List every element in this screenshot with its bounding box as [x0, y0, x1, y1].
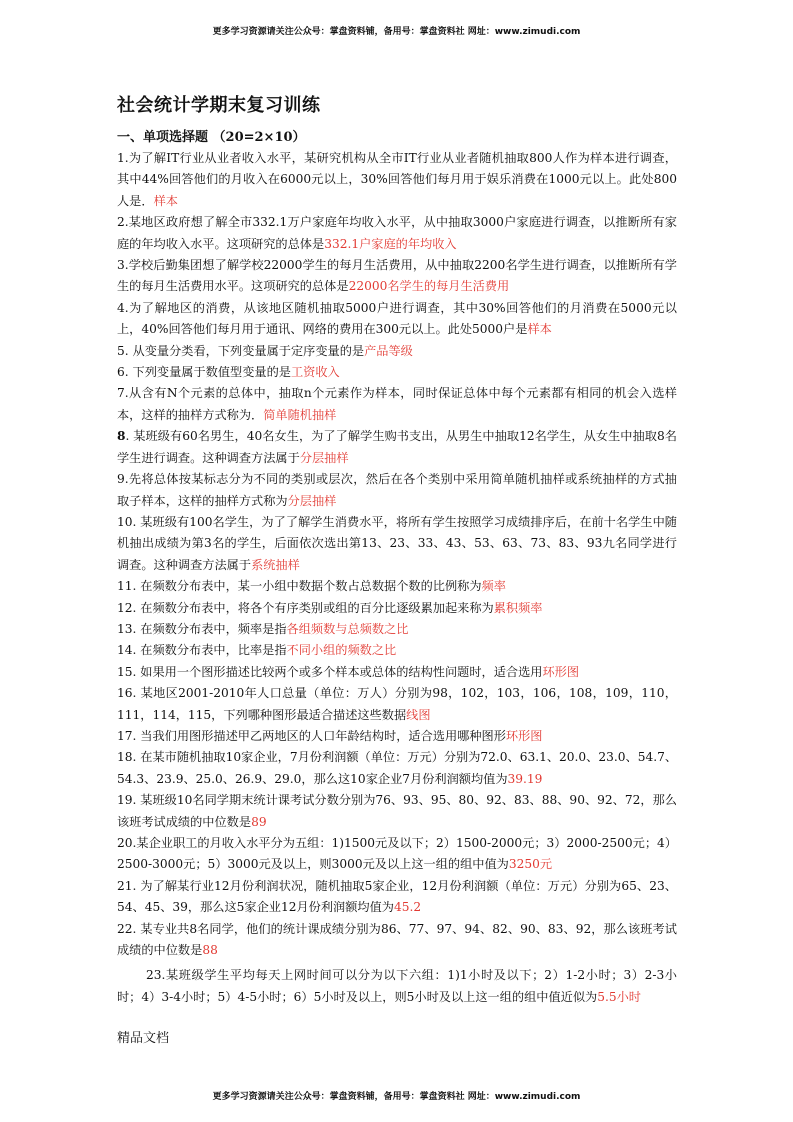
question-text: 17. 当我们用图形描述甲乙两地区的人口年龄结构时，适合选用哪种图形	[117, 728, 506, 743]
footer-note: 精品文档	[117, 1031, 170, 1046]
question-item	[117, 512, 677, 576]
question-text: 13. 在频数分布表中，频率是指	[117, 621, 287, 636]
answer-text: 5.5小时	[597, 989, 641, 1004]
answer-text: 工资收入	[290, 365, 340, 380]
question-item	[117, 662, 677, 683]
question-item	[117, 683, 677, 726]
answer-text: 22000名学生的每月生活费用	[348, 279, 510, 294]
answer-text: 简单随机抽样	[263, 407, 337, 422]
question-item	[117, 747, 677, 790]
question-item	[117, 598, 677, 619]
question-item	[117, 341, 677, 362]
answer-text: 分层抽样	[299, 450, 349, 465]
question-item	[117, 255, 677, 298]
question-text: 9.先将总体按某标志分为不同的类别或层次，然后在各个类别中采用简单随机抽样或系统抽样的方式抽取子样本，这样的抽样方式称为	[117, 472, 677, 508]
footer-banner: 更多学习资源请关注公众号：掌盘资料铺，备用号：掌盘资料社 网址：www.zimudi.com	[212, 1092, 581, 1102]
question-text: 18. 在某市随机抽取10家企业，7月份利润额（单位：万元）分别为72.0、63.1、20.0、23.0、54.7、54.3、23.9、25.0、26.9、29.0，那么这10家企业7月份利润额均值为	[117, 750, 678, 786]
question-text: 7.从含有N个元素的总体中，抽取n个元素作为样本，同时保证总体中每个元素都有相同的机会入选样本，这样的抽样方式称为．	[117, 386, 677, 422]
question-item	[117, 362, 677, 383]
question-item	[117, 965, 677, 1008]
question-list	[117, 148, 677, 1008]
answer-text: 39.19	[507, 771, 543, 786]
question-text: 10. 某班级有100名学生，为了了解学生消费水平，将所有学生按照学习成绩排序后，在前十名学生中随机抽出成绩为第3名的学生，后面依次选出第13、23、33、43、53、63、73、83、93九名同学进行调查。这种调查方法属于	[117, 514, 677, 572]
question-item	[117, 212, 677, 255]
page-title: 社会统计学期末复习训练	[117, 95, 321, 116]
question-item	[117, 619, 677, 640]
question-number: 8	[117, 429, 126, 444]
answer-text: 线图	[406, 707, 431, 722]
question-text: 5. 从变量分类看，下列变量属于定序变量的是	[117, 343, 365, 358]
question-item	[117, 148, 677, 212]
answer-text: 样本	[153, 193, 178, 208]
question-text: 23.某班级学生平均每天上网时间可以分为以下六组：1)1小时及以下；2）1-2小时；3）2-3小时；4）3-4小时；5）4-5小时；6）5小时及以上，则5小时及以上这一组的组中值近似为	[117, 968, 677, 1004]
answer-text: 样本	[527, 322, 552, 337]
question-item	[117, 298, 677, 341]
answer-text: 332.1户家庭的年均收入	[324, 236, 457, 251]
question-text: 21. 为了解某行业12月份利润状况，随机抽取5家企业，12月份利润额（单位：万元）分别为65、23、54、45、39，那么这5家企业12月份利润额均值为	[117, 878, 677, 915]
answer-text: 分层抽样	[287, 493, 337, 508]
question-text: 16. 某地区2001-2010年人口总量（单位：万人）分别为98，102，103，106，108，109，110，111，114，115，下列哪种图形最适合描述这些数据	[117, 686, 677, 722]
question-text: 2.某地区政府想了解全市332.1万户家庭年均收入水平，从中抽取3000户家庭进行调查，以推断所有家庭的年均收入水平。这项研究的总体是	[117, 215, 677, 251]
answer-text: 频率	[481, 579, 506, 594]
answer-text: 88	[202, 943, 218, 958]
question-text: 15. 如果用一个图形描述比较两个或多个样本或总体的结构性问题时，适合选用	[117, 664, 543, 679]
answer-text: 89	[251, 814, 267, 829]
question-item	[117, 919, 677, 962]
answer-text: 系统抽样	[251, 557, 300, 572]
question-item	[117, 426, 677, 469]
answer-text: 产品等级	[364, 343, 413, 358]
question-item	[117, 383, 677, 426]
answer-text: 各组频数与总频数之比	[286, 621, 409, 636]
answer-text: 3250元	[508, 857, 553, 872]
question-text: 14. 在频数分布表中，比率是指	[117, 643, 287, 658]
question-item	[117, 726, 677, 747]
question-item	[117, 576, 677, 597]
answer-text: 45.2	[393, 900, 422, 915]
question-text: 20.某企业职工的月收入水平分为五组：1)1500元及以下；2）1500-2000元；3）2000-2500元；4）2500-3000元；5）3000元及以上，则3000元及以上这一组的组中值为	[117, 836, 677, 872]
question-item	[117, 876, 677, 919]
question-item	[117, 833, 677, 876]
question-text: 1.为了解IT行业从业者收入水平，某研究机构从全市IT行业从业者随机抽取800人作为样本进行调查，其中44%回答他们的月收入在6000元以上，30%回答他们每月用于娱乐消费在1000元以上。此处800人是．	[117, 151, 677, 208]
answer-text: 累积频率	[493, 600, 543, 615]
question-text: 3.学校后勤集团想了解学校22000学生的每月生活费用，从中抽取2200名学生进行调查，以推断所有学生的每月生活费用水平。这项研究的总体是	[117, 258, 677, 294]
question-text: . 某班级有60名男生，40名女生，为了了解学生购书支出，从男生中抽取12名学生，从女生中抽取8名学生进行调查。这种调查方法属于	[117, 429, 677, 465]
answer-text: 不同小组的频数之比	[286, 643, 397, 658]
question-text: 4.为了解地区的消费，从该地区随机抽取5000户进行调查，其中30%回答他们的月消费在5000元以上，40%回答他们每月用于通讯、网络的费用在300元以上。此处5000户是	[117, 300, 677, 337]
question-text: 22. 某专业共8名同学，他们的统计课成绩分别为86、77、97、94、82、90、83、92，那么该班考试成绩的中位数是	[117, 921, 677, 958]
question-text: 12. 在频数分布表中，将各个有序类别或组的百分比逐级累加起来称为	[117, 600, 494, 615]
header-banner: 更多学习资源请关注公众号：掌盘资料铺，备用号：掌盘资料社 网址：www.zimudi.com	[212, 27, 581, 37]
question-text: 11. 在频数分布表中，某一小组中数据个数占总数据个数的比例称为	[117, 579, 482, 594]
question-text: 6. 下列变量属于数值型变量的是	[117, 365, 291, 380]
question-item	[117, 640, 677, 661]
answer-text: 环形图	[505, 728, 543, 743]
answer-text: 环形图	[542, 664, 580, 679]
section-heading: 一、单项选择题 （20=2×10）	[117, 130, 306, 145]
question-item	[117, 469, 677, 512]
question-item	[117, 790, 677, 833]
question-text: 19. 某班级10名同学期末统计课考试分数分别为76、93、95、80、92、83、88、90、92、72，那么该班考试成绩的中位数是	[117, 793, 677, 829]
